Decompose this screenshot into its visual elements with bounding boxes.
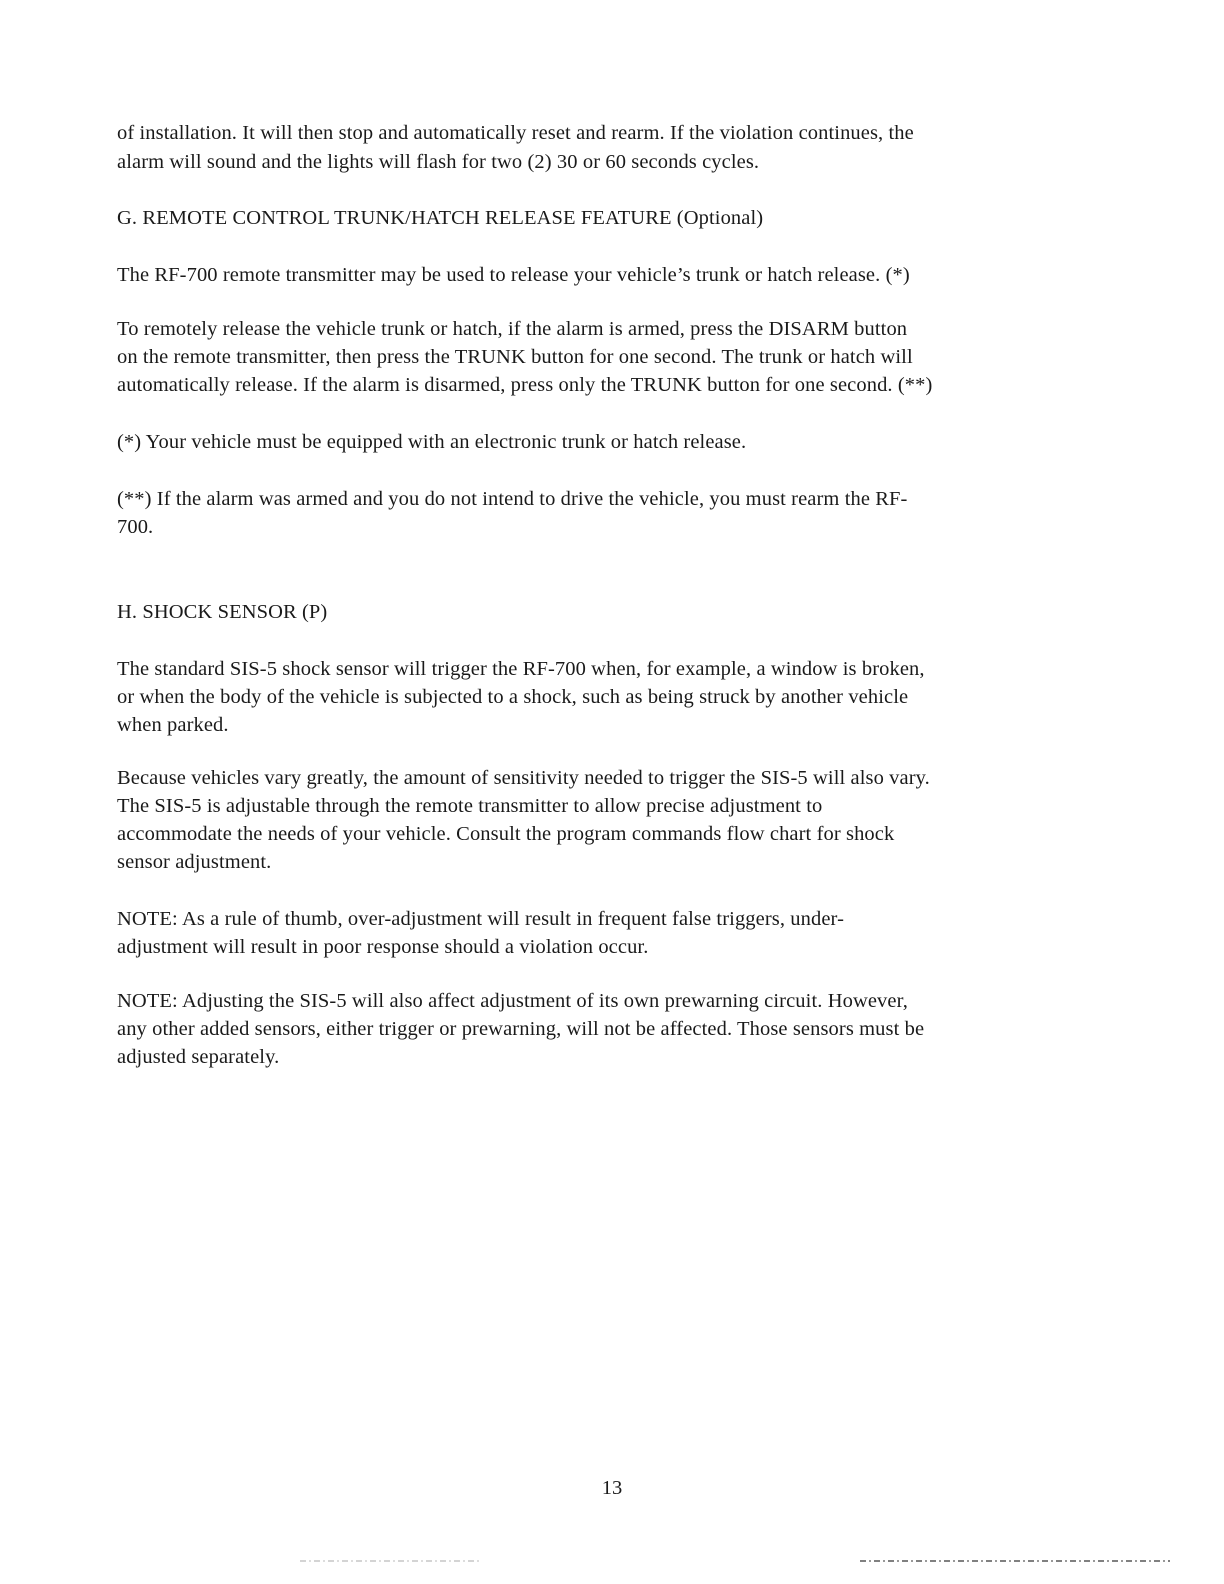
section-h-paragraph-2-line: accommodate the needs of your vehicle. Consult the program commands flow chart for shock xyxy=(117,823,895,845)
note-2-line: adjusted separately. xyxy=(117,1046,280,1068)
paragraph-line: of installation. It will then stop and automatically reset and rearm. If the violation continues, the xyxy=(117,122,914,144)
page-number: 13 xyxy=(601,1477,623,1499)
footnote-2-line: (**) If the alarm was armed and you do not intend to drive the vehicle, you must rearm the RF- xyxy=(117,488,908,510)
section-h-paragraph-1-line: when parked. xyxy=(117,714,229,736)
note-1-line: NOTE: As a rule of thumb, over-adjustment will result in frequent false triggers, under- xyxy=(117,908,844,930)
scan-noise-line xyxy=(860,1560,1170,1562)
note-1-line: adjustment will result in poor response should a violation occur. xyxy=(117,936,649,958)
section-h-paragraph-1-line: or when the body of the vehicle is subjected to a shock, such as being struck by another vehicle xyxy=(117,686,909,708)
section-h-paragraph-1-line: The standard SIS-5 shock sensor will trigger the RF-700 when, for example, a window is broken, xyxy=(117,658,925,680)
section-g-heading: G. REMOTE CONTROL TRUNK/HATCH RELEASE FEATURE (Optional) xyxy=(117,207,764,229)
section-h-paragraph-2-line: Because vehicles vary greatly, the amount of sensitivity needed to trigger the SIS-5 will also vary. xyxy=(117,767,930,789)
scan-noise-line xyxy=(300,1560,480,1562)
section-h-paragraph-2-line: The SIS-5 is adjustable through the remote transmitter to allow precise adjustment to xyxy=(117,795,823,817)
section-g-paragraph-2-line: To remotely release the vehicle trunk or hatch, if the alarm is armed, press the DISARM button xyxy=(117,318,908,340)
note-2-line: any other added sensors, either trigger or prewarning, will not be affected. Those sensors must be xyxy=(117,1018,925,1040)
section-h-heading: H. SHOCK SENSOR (P) xyxy=(117,601,328,623)
footnote-2-line: 700. xyxy=(117,516,154,538)
section-g-paragraph-2-line: automatically release. If the alarm is disarmed, press only the TRUNK button for one second. (**) xyxy=(117,374,933,396)
section-g-paragraph-1-line: The RF-700 remote transmitter may be used to release your vehicle’s trunk or hatch release. (*) xyxy=(117,264,910,286)
footnote-1-line: (*) Your vehicle must be equipped with an electronic trunk or hatch release. xyxy=(117,431,747,453)
paragraph-line: alarm will sound and the lights will flash for two (2) 30 or 60 seconds cycles. xyxy=(117,151,760,173)
section-h-paragraph-2-line: sensor adjustment. xyxy=(117,851,272,873)
note-2-line: NOTE: Adjusting the SIS-5 will also affect adjustment of its own prewarning circuit. However, xyxy=(117,990,908,1012)
section-g-paragraph-2-line: on the remote transmitter, then press the TRUNK button for one second. The trunk or hatch will xyxy=(117,346,913,368)
